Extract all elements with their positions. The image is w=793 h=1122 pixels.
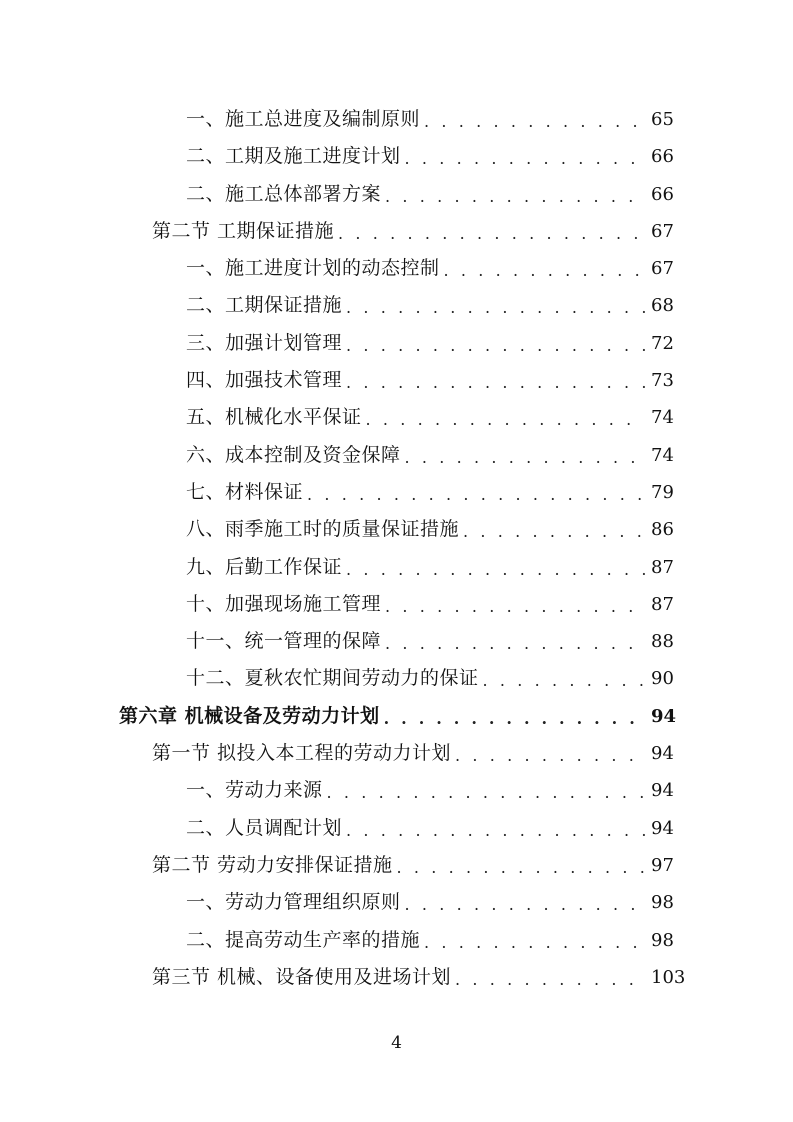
toc-entry-page-number: 98 (651, 929, 674, 951)
toc-section-entry[interactable] (0, 847, 793, 884)
toc-entry-label: 二、人员调配计划 (186, 816, 343, 839)
toc-entry-label: 十二、夏秋农忙期间劳动力的保证 (186, 667, 479, 690)
toc-entry-label: 一、施工总进度及编制原则 (186, 108, 421, 130)
toc-entry-page-number: 94 (651, 743, 674, 765)
toc-entry-label: 七、材料保证 (186, 480, 304, 503)
toc-entry-label: 八、雨季施工时的质量保证措施 (186, 518, 460, 541)
toc-entry-label: 第一节 拟投入本工程的劳动力计划 (152, 742, 452, 765)
toc-leader-dots (463, 513, 645, 550)
toc-entry-page-number: 90 (651, 668, 674, 690)
toc-subsection-entry[interactable] (0, 660, 793, 697)
toc-entry-label: 第二节 工期保证措施 (152, 219, 335, 242)
toc-entry-page-number: 94 (651, 705, 677, 727)
toc-subsection-entry[interactable] (0, 810, 793, 847)
toc-entry-label: 一、劳动力管理组织原则 (186, 891, 401, 914)
toc-leader-dots (385, 588, 645, 625)
toc-entry-page-number: 103 (651, 966, 686, 988)
toc-leader-dots (338, 215, 645, 252)
toc-entry-label: 五、机械化水平保证 (186, 406, 362, 429)
toc-entry-label: 九、后勤工作保证 (186, 555, 343, 578)
toc-entry-page-number: 94 (651, 780, 674, 802)
toc-leader-dots (385, 625, 645, 662)
table-of-contents (0, 101, 793, 996)
toc-subsection-entry[interactable] (0, 437, 793, 474)
toc-leader-dots (346, 364, 645, 401)
toc-subsection-entry[interactable] (0, 772, 793, 809)
toc-entry-page-number: 65 (651, 109, 674, 130)
toc-leader-dots (405, 886, 645, 923)
toc-subsection-entry[interactable] (0, 623, 793, 660)
toc-subsection-entry[interactable] (0, 176, 793, 213)
toc-subsection-entry[interactable] (0, 474, 793, 511)
toc-entry-page-number: 97 (651, 854, 674, 876)
toc-entry-label: 十、加强现场施工管理 (186, 592, 382, 615)
toc-entry-page-number: 87 (651, 556, 674, 578)
toc-entry-page-number: 73 (651, 370, 674, 392)
toc-leader-dots (346, 327, 645, 364)
toc-entry-label: 二、工期保证措施 (186, 294, 343, 317)
toc-leader-dots (346, 289, 645, 326)
toc-leader-dots (455, 961, 645, 998)
toc-subsection-entry[interactable] (0, 362, 793, 399)
toc-entry-label: 一、劳动力来源 (186, 779, 323, 802)
toc-leader-dots (455, 737, 645, 774)
toc-subsection-entry[interactable] (0, 325, 793, 362)
toc-entry-page-number: 74 (651, 444, 674, 466)
toc-entry-page-number: 74 (651, 407, 674, 429)
toc-subsection-entry[interactable] (0, 287, 793, 324)
toc-subsection-entry[interactable] (0, 511, 793, 548)
toc-entry-page-number: 66 (651, 183, 674, 205)
toc-entry-page-number: 98 (651, 892, 674, 914)
toc-entry-label: 十一、统一管理的保障 (186, 630, 382, 653)
toc-subsection-entry[interactable] (0, 138, 793, 175)
toc-entry-label: 第二节 劳动力安排保证措施 (152, 853, 393, 876)
toc-entry-page-number: 66 (651, 146, 674, 168)
toc-leader-dots (405, 140, 645, 177)
toc-leader-dots (424, 924, 645, 961)
toc-leader-dots (327, 774, 645, 811)
toc-subsection-entry[interactable] (0, 250, 793, 287)
toc-leader-dots (307, 476, 645, 513)
toc-entry-label: 三、加强计划管理 (186, 331, 343, 354)
toc-leader-dots (444, 252, 645, 289)
toc-leader-dots (483, 662, 645, 699)
toc-entry-label: 一、施工进度计划的动态控制 (186, 257, 440, 280)
toc-entry-page-number: 87 (651, 593, 674, 615)
toc-entry-page-number: 94 (651, 817, 674, 839)
toc-entry-page-number: 67 (651, 258, 674, 280)
toc-subsection-entry[interactable] (0, 884, 793, 921)
toc-subsection-entry[interactable] (0, 101, 793, 138)
toc-entry-page-number: 79 (651, 481, 674, 503)
toc-subsection-entry[interactable] (0, 586, 793, 623)
toc-leader-dots (384, 700, 645, 737)
toc-section-entry[interactable] (0, 959, 793, 996)
toc-leader-dots (346, 812, 645, 849)
toc-entry-label: 四、加强技术管理 (186, 369, 343, 392)
toc-entry-page-number: 72 (651, 332, 674, 354)
toc-leader-dots (405, 439, 645, 476)
toc-entry-page-number: 86 (651, 519, 674, 541)
toc-entry-label: 二、施工总体部署方案 (186, 182, 382, 205)
toc-subsection-entry[interactable] (0, 922, 793, 959)
toc-subsection-entry[interactable] (0, 399, 793, 436)
toc-leader-dots (366, 401, 645, 438)
toc-leader-dots (346, 551, 645, 588)
toc-entry-label: 第三节 机械、设备使用及进场计划 (152, 965, 452, 988)
toc-leader-dots (385, 178, 645, 215)
toc-entry-page-number: 88 (651, 631, 674, 653)
toc-entry-label: 二、工期及施工进度计划 (186, 145, 401, 168)
toc-entry-label: 六、成本控制及资金保障 (186, 443, 401, 466)
toc-leader-dots (397, 849, 645, 886)
toc-section-entry[interactable] (0, 735, 793, 772)
toc-subsection-entry[interactable] (0, 549, 793, 586)
page-number: 4 (391, 1033, 402, 1053)
toc-entry-page-number: 68 (651, 295, 674, 317)
toc-entry-label: 二、提高劳动生产率的措施 (186, 928, 421, 951)
toc-entry-label: 第六章 机械设备及劳动力计划 (119, 704, 380, 727)
toc-leader-dots (424, 103, 645, 140)
toc-entry-page-number: 67 (651, 220, 674, 242)
toc-chapter-entry[interactable] (0, 698, 793, 735)
toc-section-entry[interactable] (0, 213, 793, 250)
